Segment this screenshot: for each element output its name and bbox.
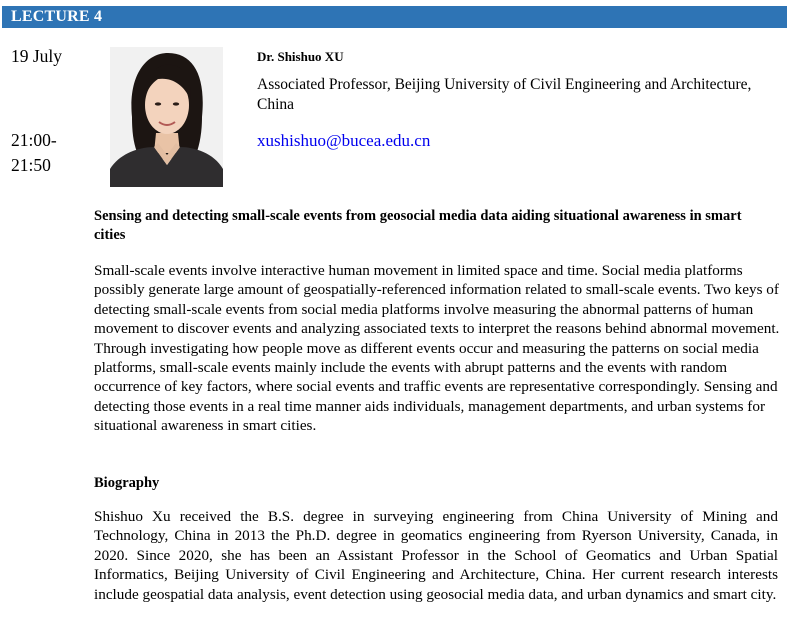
speaker-photo	[110, 47, 223, 187]
talk-title: Sensing and detecting small-scale events from geosocial media data aiding situational awareness in smart cities	[94, 208, 742, 243]
talk-abstract: Small-scale events involve interactive human movement in limited space and time. Social media platforms possibly generate large amount of geospatially-referenced information related to small-scale events. Two keys of detecting small-scale events from social media platforms involve measuring the abnormal patterns of human movement to discover events and analyzing associated texts to interpret the reasons behind abnormal movement. Through investigating how people move as different events occur and measuring the patterns on social media platforms, small-scale events mainly include the events with abrupt patterns and the events with random occurrence of key factors, where social events and traffic events are representative correspondingly. Sensing and detecting those events in a real time manner aids individuals, management departments, and urban systems for situational awareness in smart cities.	[94, 262, 780, 435]
lecture-date: 19 July	[11, 46, 63, 66]
lecture-header	[2, 6, 787, 28]
speaker-name: Dr. Shishuo XU	[257, 49, 344, 64]
speaker-email-link[interactable]: xushishuo@bucea.edu.cn	[257, 131, 431, 150]
lecture-title: LECTURE 4	[11, 8, 103, 25]
biography-text: Shishuo Xu received the B.S. degree in surveying engineering from China University of Mining and Technology, China in 2013 the Ph.D. degree in geomatics engineering from Ryerson University, Canada, in 2020. Since 2020, she has been an Assistant Professor in the School of Geomatics and Urban Spatial Informatics, Beijing University of Civil Engineering and Architecture, China. Her current research interests include geospatial data analysis, event detection using geosocial media data, and urban dynamics and smart city.	[94, 508, 778, 603]
speaker-affiliation: Associated Professor, Beijing University of Civil Engineering and Architecture, China	[257, 76, 752, 113]
biography-heading: Biography	[94, 475, 160, 491]
lecture-time: 21:00- 21:50	[11, 130, 57, 175]
